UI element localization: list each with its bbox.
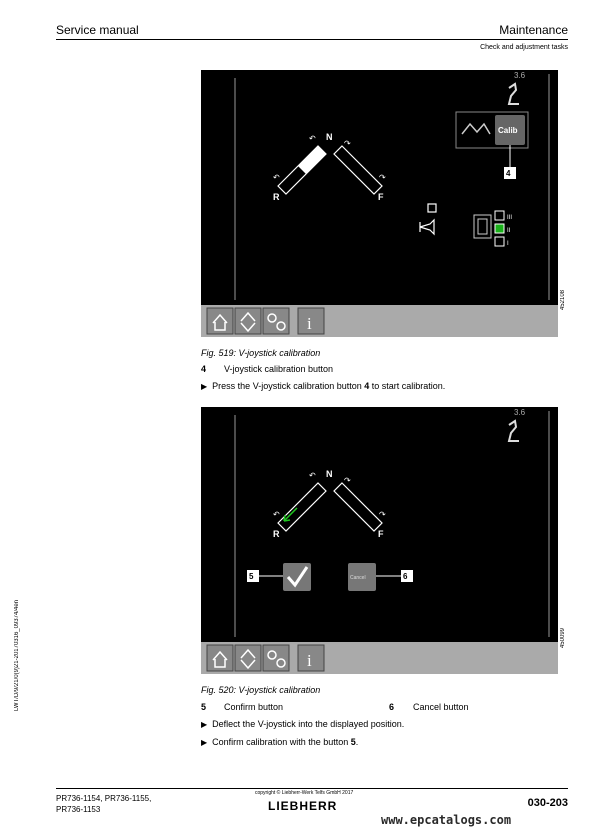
gear-label-3: III xyxy=(507,215,513,221)
arrow-icon: ↶ xyxy=(273,510,280,519)
label-f: F xyxy=(378,529,384,539)
header-title-right: Maintenance xyxy=(499,23,568,37)
settings-button[interactable] xyxy=(263,645,289,671)
legend-text: V-joystick calibration button xyxy=(224,364,334,374)
display-screen-fig520 xyxy=(201,407,558,674)
label-n: N xyxy=(326,132,333,142)
screen-code: 3.6 xyxy=(514,408,526,417)
footer-divider xyxy=(56,788,568,789)
step-text: Confirm calibration with the button xyxy=(212,737,351,747)
step-text: to start calibration. xyxy=(369,381,446,391)
home-button[interactable] xyxy=(207,308,233,334)
gear-label-2: II xyxy=(507,228,511,234)
step-bold: 5 xyxy=(350,737,356,747)
footer-models xyxy=(56,793,151,815)
figure-caption: Fig. 519: V-joystick calibration xyxy=(201,348,321,358)
home-button[interactable] xyxy=(207,645,233,671)
figure-caption: Fig. 520: V-joystick calibration xyxy=(201,685,321,695)
gear-label-1: I xyxy=(507,241,509,247)
instruction-step xyxy=(201,719,404,729)
legend-number: 4 xyxy=(201,364,207,374)
settings-button[interactable] xyxy=(263,308,289,334)
cancel-button[interactable] xyxy=(348,563,376,591)
arrow-icon: ↷ xyxy=(344,139,351,148)
arrow-icon: ↷ xyxy=(344,476,351,485)
step-bullet-icon: ▶ xyxy=(201,720,208,729)
up-down-button[interactable] xyxy=(235,645,261,671)
info-icon: i xyxy=(307,651,312,670)
up-down-button[interactable] xyxy=(235,308,261,334)
arrow-icon: ↷ xyxy=(379,173,386,182)
display-screen-fig519 xyxy=(201,70,558,337)
info-button[interactable] xyxy=(298,308,324,334)
figure-code: 450099 xyxy=(560,628,566,649)
arrow-icon: ↷ xyxy=(379,510,386,519)
step-bullet-icon: ▶ xyxy=(201,382,208,391)
models-line: PR736-1153 xyxy=(56,805,101,814)
step-text: Deflect the V-joystick into the displayed position. xyxy=(212,719,405,729)
info-icon: i xyxy=(307,314,312,333)
page-number: 030-203 xyxy=(527,797,568,809)
models-line: PR736-1154, PR736-1155, xyxy=(56,794,152,803)
copyright: copyright © Liebherr-Werk Telfs GmbH 2017 xyxy=(255,790,354,796)
step-text: . xyxy=(355,737,359,747)
cancel-button-label: Cancel xyxy=(350,575,366,581)
label-f: F xyxy=(378,192,384,202)
arrow-icon: ↶ xyxy=(273,173,280,182)
legend-number: 5 xyxy=(201,702,207,712)
label-n: N xyxy=(326,469,333,479)
liebherr-logo: LIEBHERR xyxy=(268,799,338,813)
figure-code: 452108 xyxy=(560,290,566,311)
watermark: www.epcatalogs.com xyxy=(381,813,512,827)
header-title-left: Service manual xyxy=(56,23,139,37)
callout-5: 5 xyxy=(249,572,254,581)
arrow-icon: ↶ xyxy=(309,134,316,143)
instruction-step xyxy=(201,381,445,391)
callout-4: 4 xyxy=(506,169,511,178)
callout-6: 6 xyxy=(403,572,408,581)
instruction-step xyxy=(201,737,358,747)
header-divider xyxy=(56,39,568,40)
calib-button[interactable] xyxy=(495,115,525,145)
calib-button-label: Calib xyxy=(498,126,518,135)
header-subtitle: Check and adjustment tasks xyxy=(480,44,568,51)
step-text: Press the V-joystick calibration button xyxy=(212,381,365,391)
legend-number: 6 xyxy=(389,702,395,712)
confirm-button[interactable] xyxy=(283,563,311,591)
info-button[interactable] xyxy=(298,645,324,671)
arrow-icon: ↶ xyxy=(309,471,316,480)
step-bullet-icon: ▶ xyxy=(201,738,208,747)
document-code: LWT/D/9/21/0(9)21-20170316_09374/4en xyxy=(14,600,20,711)
screen-code: 3.6 xyxy=(514,71,526,80)
legend-text: Confirm button xyxy=(224,702,284,712)
legend-text: Cancel button xyxy=(413,702,469,712)
label-r: R xyxy=(273,192,280,202)
label-r: R xyxy=(273,529,280,539)
step-bold: 4 xyxy=(364,381,370,391)
